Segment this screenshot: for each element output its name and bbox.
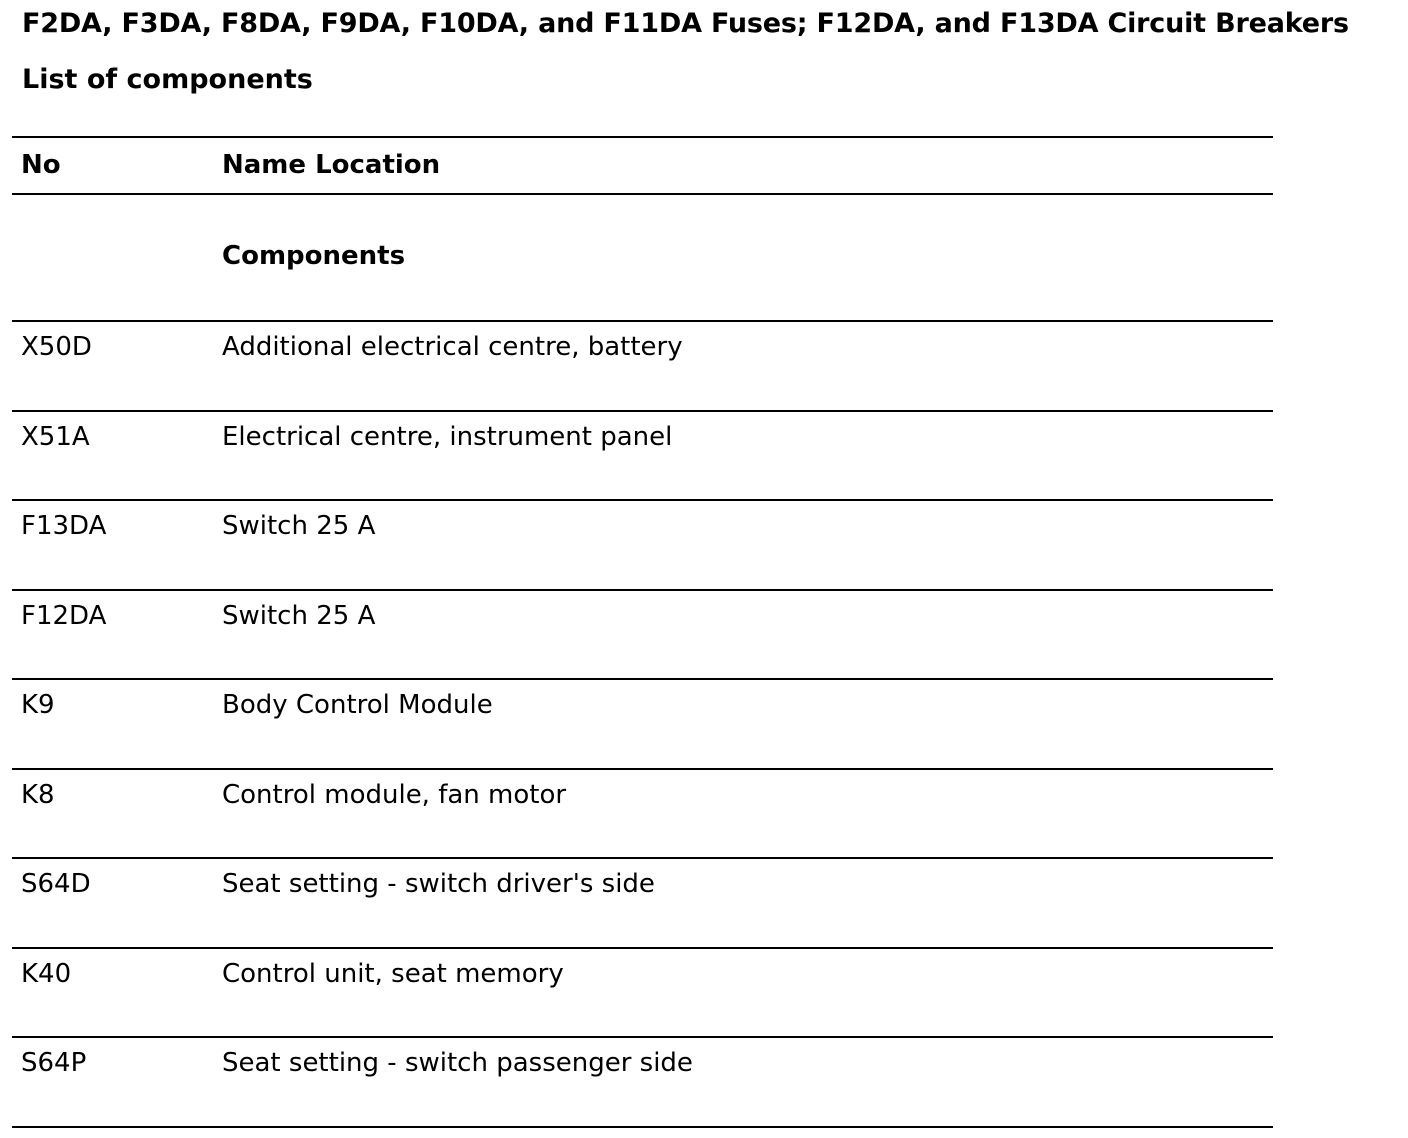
table-row <box>12 412 1273 502</box>
table-row <box>12 322 1273 412</box>
section-label: Components <box>222 241 406 271</box>
row-no: S64D <box>21 869 91 899</box>
row-no: K9 <box>21 690 55 720</box>
row-no: K40 <box>21 958 72 989</box>
table-row <box>12 501 1273 591</box>
row-no: S64P <box>21 1048 87 1078</box>
table-row <box>12 1038 1273 1128</box>
row-no: F13DA <box>21 511 107 541</box>
table-row <box>12 859 1273 949</box>
table-row <box>12 770 1273 860</box>
row-no: X50D <box>21 332 92 362</box>
row-no: X51A <box>21 421 90 452</box>
row-name: Additional electrical centre, battery <box>222 332 683 362</box>
table-header-row <box>12 138 1273 195</box>
row-name: Switch 25 A <box>222 600 376 631</box>
row-name: Electrical centre, instrument panel <box>222 421 673 452</box>
header-no: No <box>21 150 61 180</box>
row-name: Control unit, seat memory <box>222 958 564 989</box>
components-table <box>12 136 1273 1128</box>
document-title: F2DA, F3DA, F8DA, F9DA, F10DA, and F11DA Fuses; F12DA, and F13DA Circuit Breakers <box>22 8 1349 39</box>
table-row <box>12 949 1273 1039</box>
row-name: Body Control Module <box>222 690 493 720</box>
row-name: Seat setting - switch driver's side <box>222 869 655 899</box>
table-row <box>12 680 1273 770</box>
row-name: Switch 25 A <box>222 511 376 541</box>
section-row <box>12 195 1273 322</box>
row-no: F12DA <box>21 600 107 631</box>
header-name-location: Name Location <box>222 150 441 180</box>
table-row <box>12 591 1273 681</box>
row-name: Control module, fan motor <box>222 779 567 810</box>
document-subtitle: List of components <box>22 64 313 95</box>
row-name: Seat setting - switch passenger side <box>222 1048 693 1078</box>
row-no: K8 <box>21 779 55 810</box>
